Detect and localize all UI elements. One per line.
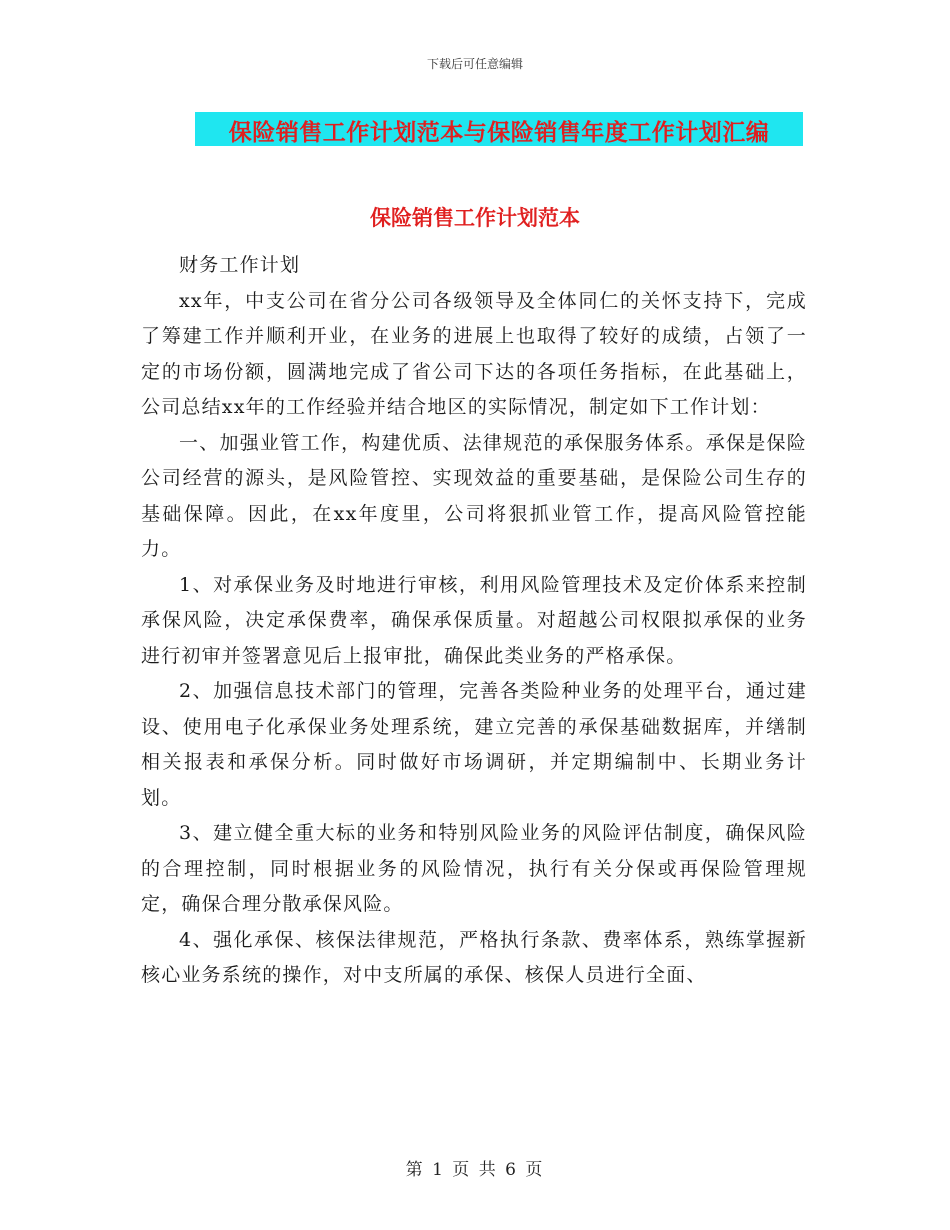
paragraph: 一、加强业管工作，构建优质、法律规范的承保服务体系。承保是保险公司经营的源头，是风险管控、实现效益的重要基础，是保险公司生存的基础保障。因此，在xx年度里，公司将狠抓业管工作，提高风险管控能力。 <box>141 431 807 560</box>
paragraph: 财务工作计划 <box>179 254 301 276</box>
document-title: 保险销售工作计划范本与保险销售年度工作计划汇编 <box>228 120 770 146</box>
paragraph: 2、加强信息技术部门的管理，完善各类险种业务的处理平台，通过建设、使用电子化承保业务处理系统，建立完善的承保基础数据库，并缮制相关报表和承保分析。同时做好市场调研，并定期编制中、长期业务计划。 <box>141 680 807 809</box>
paragraph: 1、对承保业务及时地进行审核，利用风险管理技术及定价体系来控制承保风险，决定承保费率，确保承保质量。对超越公司权限拟承保的业务进行初审并签署意见后上报审批，确保此类业务的严格承保。 <box>141 573 807 667</box>
section-title: 保险销售工作计划范本 <box>370 206 580 230</box>
paragraph: 4、强化承保、核保法律规范，严格执行条款、费率体系，熟练掌握新核心业务系统的操作，对中支所属的承保、核保人员进行全面、 <box>141 928 807 986</box>
paragraph: 3、建立健全重大标的业务和特别风险业务的风险评估制度，确保风险的合理控制，同时根据业务的风险情况，执行有关分保或再保险管理规定，确保合理分散承保风险。 <box>141 822 807 915</box>
page-footer: 第 1 页 共 6 页 <box>405 1160 545 1180</box>
header-note: 下载后可任意编辑 <box>426 57 523 71</box>
document-body <box>141 248 807 994</box>
paragraph: xx年，中支公司在省分公司各级领导及全体同仁的关怀支持下，完成了筹建工作并顺利开业，在业务的进展上也取得了较好的成绩，占领了一定的市场份额，圆满地完成了省公司下达的各项任务指标，在此基础上，公司总结xx年的工作经验并结合地区的实际情况，制定如下工作计划： <box>141 289 807 418</box>
